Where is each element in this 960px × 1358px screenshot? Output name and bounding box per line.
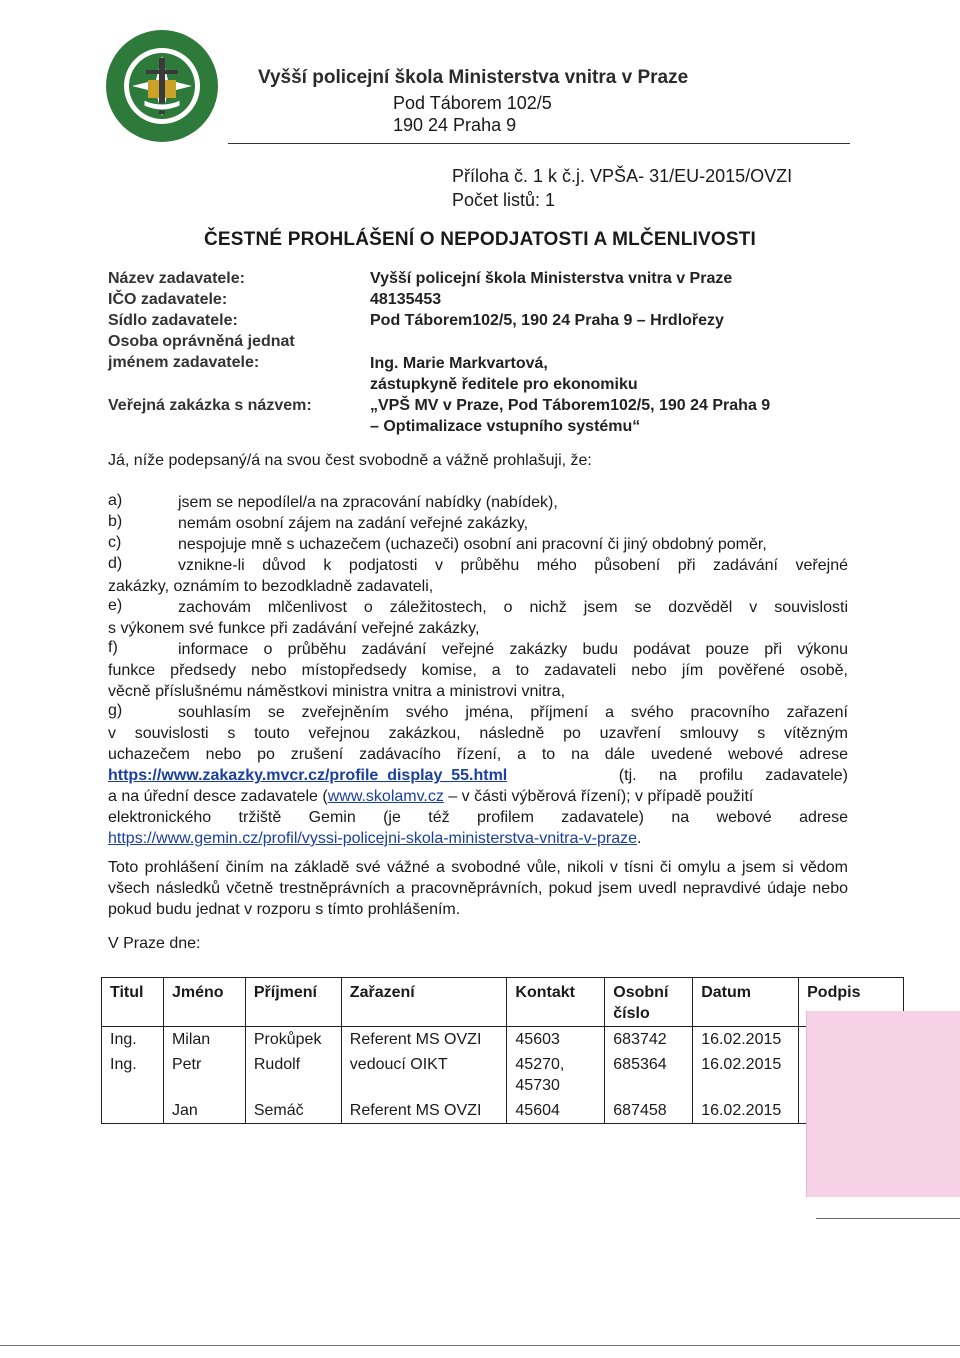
signatories-table (101, 977, 904, 1124)
cell-surname: Prokůpek (245, 1027, 341, 1053)
cell-date: 16.02.2015 (693, 1027, 799, 1053)
place-and-date-label: V Praze dne: (108, 935, 201, 952)
cell-personal-number: 685364 (605, 1052, 693, 1098)
item-g-text-4: (tj. na profilu zadavatele) (618, 767, 848, 784)
item-g-text-1: souhlasím se zveřejněním svého jména, příjmení a svého pracovního zařazení (178, 704, 848, 721)
item-b-letter: b) (108, 513, 123, 530)
cell-position: Referent MS OVZI (341, 1027, 507, 1053)
cell-contact: 45604 (507, 1098, 605, 1124)
header-personal-number: Osobní číslo (605, 978, 693, 1027)
document-reference (452, 164, 792, 212)
contract-value-2: – Optimalizace vstupního systému“ (370, 418, 641, 435)
school-crest-icon (104, 28, 220, 144)
ico-label: IČO zadavatele: (108, 291, 228, 308)
cell-surname: Rudolf (245, 1052, 341, 1098)
seat-label: Sídlo zadavatele: (108, 312, 238, 329)
school-city: 190 24 Praha 9 (393, 115, 517, 135)
item-f-text-1: informace o průběhu zadávání veřejné zakázky budu podávat pouze při výkonu (178, 641, 848, 658)
item-f-text-2: funkce předsedy nebo místopředsedy komise, a to zadavateli nebo jím pověřené osobě, (108, 662, 848, 679)
item-f-text-3: věcně příslušnému náměstkovi ministra vnitra a ministrovi vnitra, (108, 683, 566, 700)
header-contact: Kontakt (507, 978, 605, 1027)
cell-personal-number: 683742 (605, 1027, 693, 1053)
cell-date: 16.02.2015 (693, 1098, 799, 1124)
item-e-letter: e) (108, 597, 123, 614)
cell-position: Referent MS OVZI (341, 1098, 507, 1124)
authority-name-value: Vyšší policejní škola Ministerstva vnitra v Praze (370, 270, 733, 287)
ico-value: 48135453 (370, 291, 442, 308)
item-g-end: . (637, 830, 642, 847)
item-g-letter: g) (108, 702, 123, 719)
item-g-line-8 (108, 828, 848, 849)
item-g-text-7: elektronického tržiště Gemin (je též profilem zadavatele) na webové adrese (108, 809, 848, 826)
authorized-person-value-2: zástupkyně ředitele pro ekonomiku (370, 376, 638, 393)
cell-surname: Semáč (245, 1098, 341, 1124)
attachment-number: Příloha č. 1 k č.j. VPŠA- 31/EU-2015/OVZI (452, 166, 793, 186)
header-signature: Podpis (799, 978, 904, 1027)
item-g-text-6: – v části výběrová řízení); v případě použití (443, 788, 754, 805)
cell-date: 16.02.2015 (693, 1052, 799, 1098)
header-surname: Příjmení (245, 978, 341, 1027)
item-g-line-5 (108, 786, 848, 807)
item-d-text-1: vznikne-li důvod k podjatosti v průběhu mého působení při zadávání veřejné (178, 557, 848, 574)
item-e-text-1: zachovám mlčenlivost o záležitostech, o nichž jsem se dozvěděl v souvislosti (178, 599, 848, 616)
page-bottom-edge (0, 1345, 960, 1346)
table-row (102, 1052, 904, 1098)
item-g-text-3: uchazečem nebo po zrušení zadávacího řízení, a to na dále uvedené webové adrese (108, 746, 848, 763)
authority-name-label: Název zadavatele: (108, 270, 245, 287)
table-row (102, 1098, 904, 1124)
item-c-text: nespojuje mně s uchazečem (uchazeči) osobní ani pracovní či jiný obdobný poměr, (178, 536, 767, 553)
authorized-person-label-1: Osoba oprávněná jednat (108, 333, 295, 350)
table-row (102, 1027, 904, 1053)
cell-personal-number: 687458 (605, 1098, 693, 1124)
closing-statement: Toto prohlášení činím na základě své vážné a svobodné vůle, nikoli v tísni či omylu a jsem si vědom všech následků včetně trestněprávních a pracovněprávních, pokud jsem uvedl nepravdivé údaje nebo pokud budu jednat v rozporu s tímto prohlášením. (108, 859, 848, 918)
contract-value-1: „VPŠ MV v Praze, Pod Táborem102/5, 190 24 Praha 9 (370, 397, 771, 414)
cell-contact: 45270, 45730 (507, 1052, 605, 1098)
sheet-count: Počet listů: 1 (452, 190, 556, 210)
item-f-letter: f) (108, 639, 118, 656)
zakazky-profile-link[interactable]: https://www.zakazky.mvcr.cz/profile_display_55.html (108, 767, 508, 784)
cell-position: vedoucí OIKT (341, 1052, 507, 1098)
header-divider (228, 143, 850, 144)
cell-first-name: Jan (163, 1098, 245, 1124)
item-g-text-5: a na úřední desce zadavatele ( (108, 788, 328, 805)
cell-contact: 45603 (507, 1027, 605, 1053)
header-position: Zařazení (341, 978, 507, 1027)
item-a-letter: a) (108, 492, 123, 509)
header-first-name: Jméno (163, 978, 245, 1027)
item-d-letter: d) (108, 555, 123, 572)
gemin-profile-link[interactable]: https://www.gemin.cz/profil/vyssi-policejni-skola-ministerstva-vnitra-v-praze (108, 830, 638, 847)
cell-first-name: Milan (163, 1027, 245, 1053)
school-name: Vyšší policejní škola Ministerstva vnitra v Praze (258, 67, 689, 88)
header-title: Titul (102, 978, 164, 1027)
cell-title: Ing. (102, 1052, 164, 1098)
declaration-intro: Já, níže podepsaný/á na svou čest svobodně a vážně prohlašuji, že: (108, 452, 592, 469)
skolamv-link[interactable]: www.skolamv.cz (327, 788, 444, 805)
school-address: Pod Táborem 102/5 (393, 93, 552, 113)
cell-title (102, 1098, 164, 1124)
authorized-person-value-1: Ing. Marie Markvartová, (370, 355, 548, 372)
item-d-text-2: zakázky, oznámím to bezodkladně zadavateli, (108, 578, 434, 595)
cell-first-name: Petr (163, 1052, 245, 1098)
item-c-letter: c) (108, 534, 122, 551)
table-header-row (102, 978, 904, 1027)
authorized-person-label-2: jménem zadavatele: (108, 354, 260, 371)
contract-label: Veřejná zakázka s názvem: (108, 397, 312, 414)
item-a-text: jsem se nepodílel/a na zpracování nabídky (nabídek), (178, 494, 558, 511)
cell-title: Ing. (102, 1027, 164, 1053)
item-b-text: nemám osobní zájem na zadání veřejné zakázky, (178, 515, 529, 532)
document-title: ČESTNÉ PROHLÁŠENÍ O NEPODJATOSTI A MLČENLIVOSTI (203, 229, 756, 250)
sticky-note (806, 1011, 960, 1197)
item-e-text-2: s výkonem své funkce při zadávání veřejné zakázky, (108, 620, 480, 637)
note-underline (816, 1218, 960, 1219)
item-g-line-4 (108, 765, 848, 786)
item-g-text-2: v souvislosti s touto veřejnou zakázkou, následně po uzavření smlouvy s vítězným (108, 725, 848, 742)
seat-value: Pod Táborem102/5, 190 24 Praha 9 – Hrdlořezy (370, 312, 724, 329)
header-date: Datum (693, 978, 799, 1027)
